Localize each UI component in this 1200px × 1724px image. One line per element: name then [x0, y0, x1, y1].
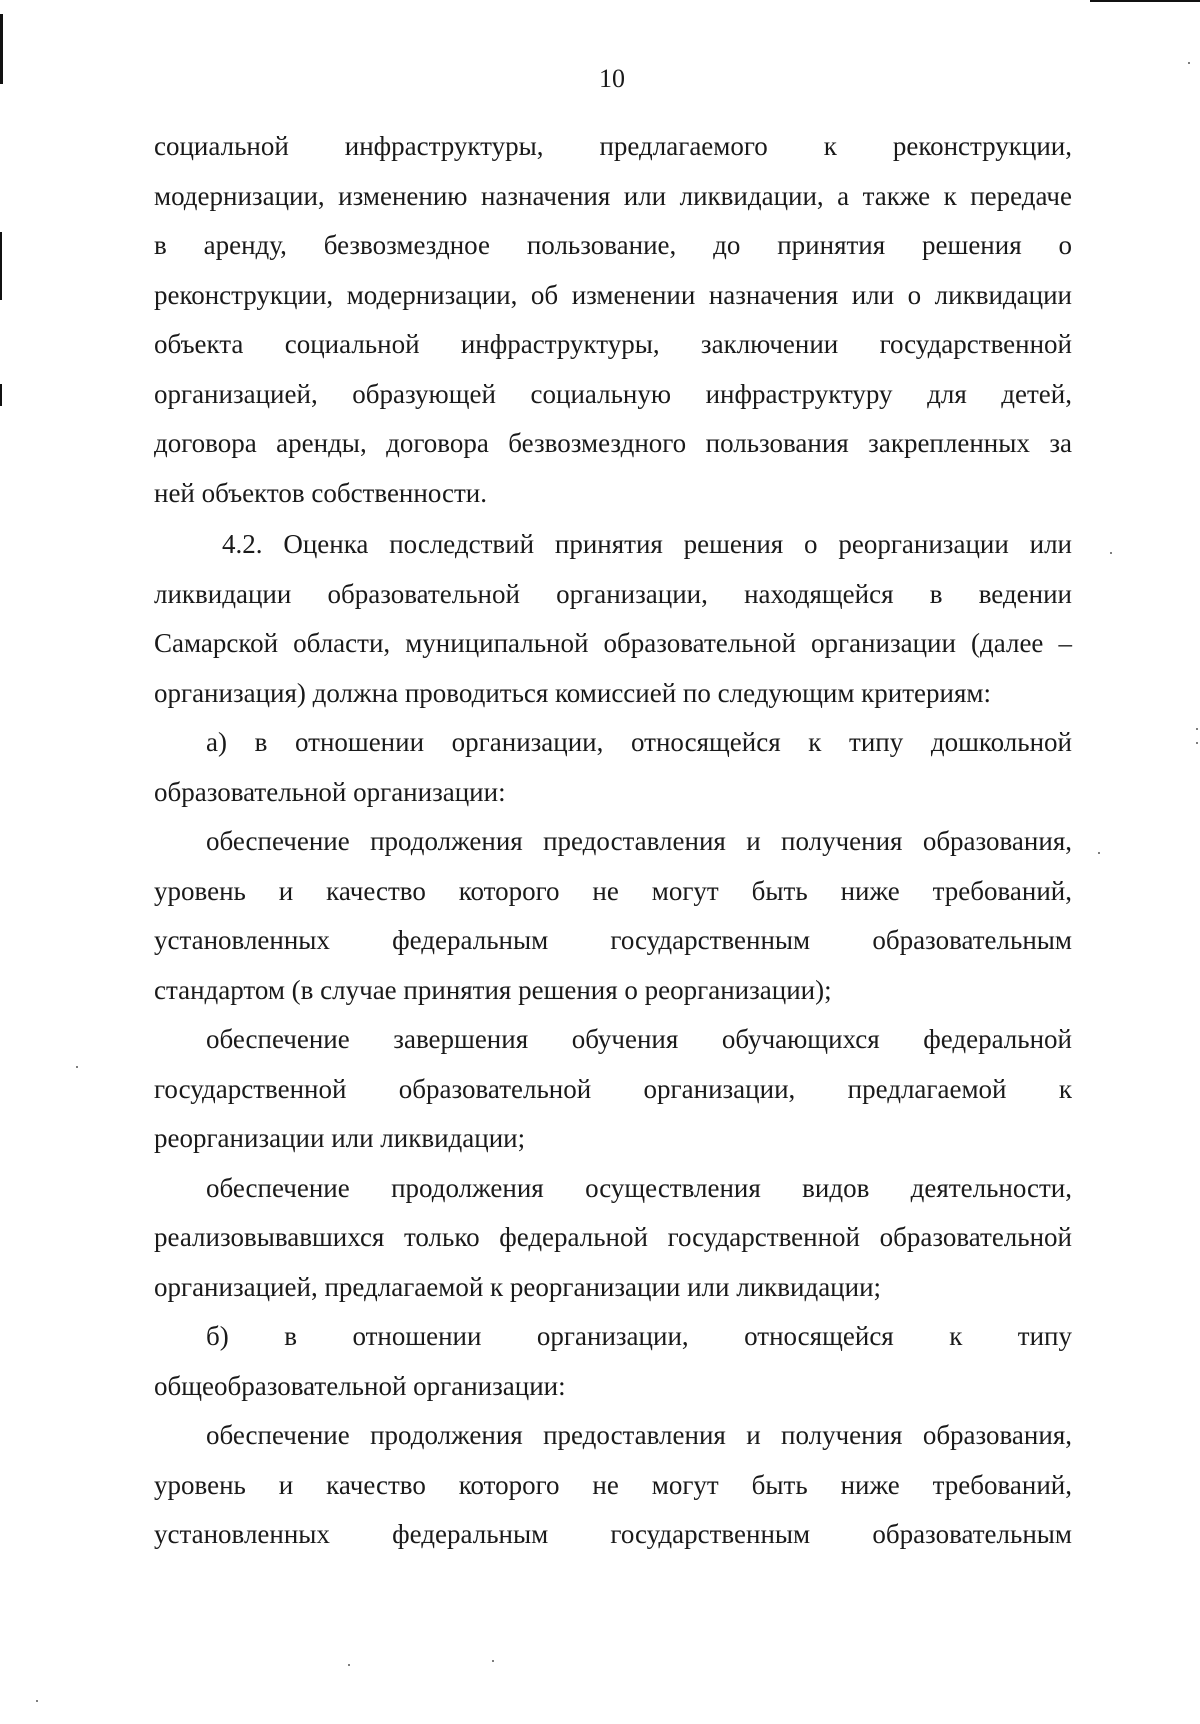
scan-speck — [1196, 742, 1198, 744]
text-line: ней объектов собственности. — [154, 477, 487, 508]
scan-edge-mark-lower — [0, 384, 2, 406]
text-line: реализовывавшихся только федеральной государственной образовательной — [154, 1222, 1072, 1252]
text-line: объекта социальной инфраструктуры, заключении государственной — [154, 329, 1072, 359]
criterion-line: обеспечение завершения обучения обучающихся федеральной — [206, 1024, 1072, 1054]
scan-edge-mark-top — [0, 14, 3, 84]
page-number: 10 — [599, 64, 625, 93]
scan-speck — [1098, 852, 1100, 854]
text-line: стандартом (в случае принятия решения о реорганизации); — [154, 974, 832, 1005]
text-line: договора аренды, договора безвозмездного пользования закрепленных за — [154, 428, 1072, 458]
text-line: уровень и качество которого не могут быть ниже требований, — [154, 1469, 1072, 1500]
scan-speck — [348, 1664, 350, 1666]
scan-speck — [1110, 552, 1112, 554]
text-line: Самарской области, муниципальной образовательной организации (далее – — [154, 628, 1072, 658]
text-line: реконструкции, модернизации, об изменении назначения или о ликвидации — [154, 279, 1072, 310]
text-line: реорганизации или ликвидации; — [154, 1123, 526, 1153]
section-4-2 — [154, 520, 1072, 1560]
text-line: модернизации, изменению назначения или ликвидации, а также к передаче — [154, 180, 1072, 211]
criterion-line: обеспечение продолжения осуществления видов деятельности, — [206, 1172, 1072, 1203]
scan-speck — [1196, 728, 1198, 730]
list-item-b: б) в отношении организации, относящейся к типу — [206, 1321, 1072, 1351]
scan-edge-mark-middle — [0, 232, 2, 300]
text-line: общеобразовательной организации: — [154, 1370, 566, 1401]
scan-speck — [36, 1700, 38, 1702]
text-line: организация) должна проводиться комиссией по следующим критериям: — [154, 677, 991, 708]
list-item-a: а) в отношении организации, относящейся к типу дошкольной — [206, 727, 1072, 757]
section-heading-line: 4.2. Оценка последствий принятия решения о реорганизации или — [222, 529, 1072, 559]
criterion-line: обеспечение продолжения предоставления и получения образования, — [206, 826, 1072, 856]
text-line: государственной образовательной организации, предлагаемой к — [154, 1073, 1072, 1104]
text-line: организацией, предлагаемой к реорганизации или ликвидации; — [154, 1271, 882, 1302]
text-line: в аренду, безвозмездное пользование, до принятия решения о — [154, 230, 1072, 260]
criterion-line: обеспечение продолжения предоставления и получения образования, — [206, 1420, 1072, 1450]
scan-speck — [76, 1066, 78, 1068]
text-line: организацией, образующей социальную инфраструктуру для детей, — [154, 378, 1072, 409]
paragraph-continuation — [154, 122, 1072, 518]
scan-edge-mark-top-right — [1090, 0, 1200, 2]
scan-speck — [492, 1660, 494, 1662]
scan-speck — [1188, 62, 1190, 64]
text-line: уровень и качество которого не могут быть ниже требований, — [154, 875, 1072, 906]
text-line: установленных федеральным государственным образовательным — [154, 1519, 1072, 1549]
text-line: установленных федеральным государственным образовательным — [154, 925, 1072, 955]
text-line: ликвидации образовательной организации, находящейся в ведении — [154, 578, 1072, 609]
text-line: социальной инфраструктуры, предлагаемого к реконструкции, — [154, 131, 1072, 161]
text-line: образовательной организации: — [154, 776, 506, 807]
